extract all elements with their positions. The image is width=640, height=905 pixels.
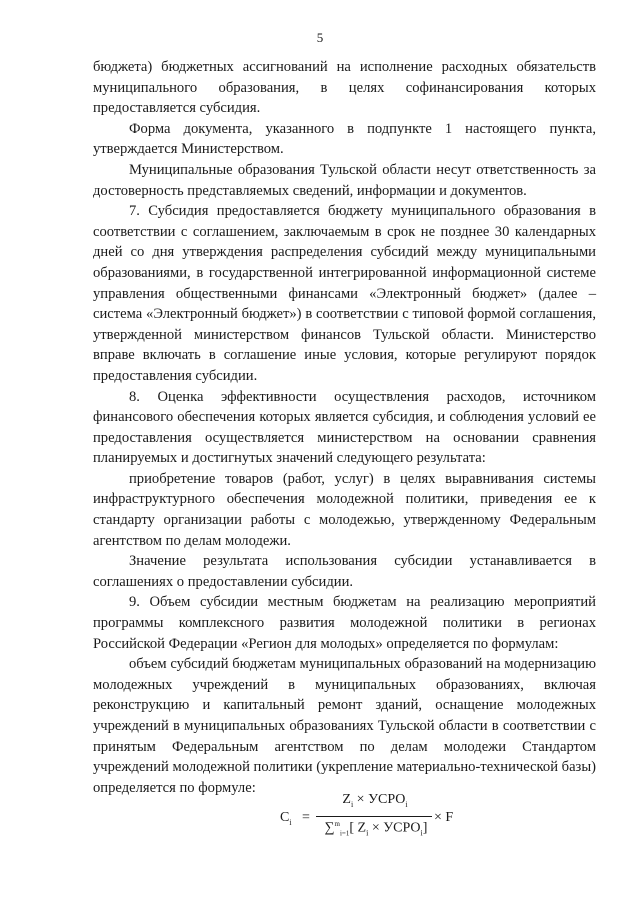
formula-denominator: ∑$^m_{i=1}$[ $Z_i$ × $УСРО_i$] [324, 820, 428, 838]
document-body [93, 57, 596, 798]
paragraph: приобретение товаров (работ, услуг) в целях выравнивания системы инфраструктурного обеспечения молодежной политики, приведения ее к стандарту организации работы с молодежью, утвержденному Федеральным агентством по делам молодежи. [93, 470, 596, 549]
fraction-bar [316, 816, 432, 817]
page-number: 5 [316, 30, 324, 45]
paragraph: 7. Субсидия предоставляется бюджету муниципального образования в соответствии с соглашением, заключаемым в срок не позднее 30 календарных дней со дня утверждения распределения субсидий между муниципальными образованиями, в государственной интегрированной информационной системе управления общественными финансами «Электронный бюджет» (далее – система «Электронный бюджет») в соответствии с типовой формой соглашения, утвержденной министерством финансов Тульской области. Министерство вправе включать в соглашение иные условия, которые регулируют порядок предоставления субсидии. [93, 203, 596, 384]
paragraph: Форма документа, указанного в подпункте 1 настоящего пункта, утверждается Министерством. [93, 120, 596, 158]
paragraph: 9. Объем субсидии местным бюджетам на реализацию мероприятий программы комплексного развития молодежной политики в регионах Российской Федерации «Регион для молодых» определяется по формулам: [93, 594, 596, 652]
formula-lhs: $C_i$ [280, 810, 292, 827]
paragraph: Муниципальные образования Тульской области несут ответственность за достоверность представляемых сведений, информации и документов. [93, 161, 596, 199]
paragraph: Значение результата использования субсидии устанавливается в соглашениях о предоставлении субсидии. [93, 553, 596, 590]
formula-times-f: × F [434, 810, 454, 825]
formula-numerator: $Z_i$ × $УСРО_i$ [342, 792, 408, 809]
paragraph: бюджета) бюджетных ассигнований на исполнение расходных обязательств муниципального образования, в целях софинансирования которых предоставляется субсидия. [93, 59, 596, 117]
formula-equals: = [302, 810, 310, 825]
formula [280, 792, 460, 852]
paragraph: объем субсидий бюджетам муниципальных образований на модернизацию молодежных учреждений в муниципальных образованиях, включая реконструкцию и капитальный ремонт зданий, оснащение молодежных учреждений в муниципальных образованиях Тульской области в соответствии с принятым Федеральным агентством по делам молодежи Стандартом учреждений молодежной политики (укрепление материально-технической базы) определяется по формуле: [93, 656, 596, 796]
paragraph: 8. Оценка эффективности осуществления расходов, источником финансового обеспечения которых является субсидия, и соблюдения условий ее предоставления осуществляется министерством на основании сравнения планируемых и достигнутых значений следующего результата: [93, 388, 596, 467]
